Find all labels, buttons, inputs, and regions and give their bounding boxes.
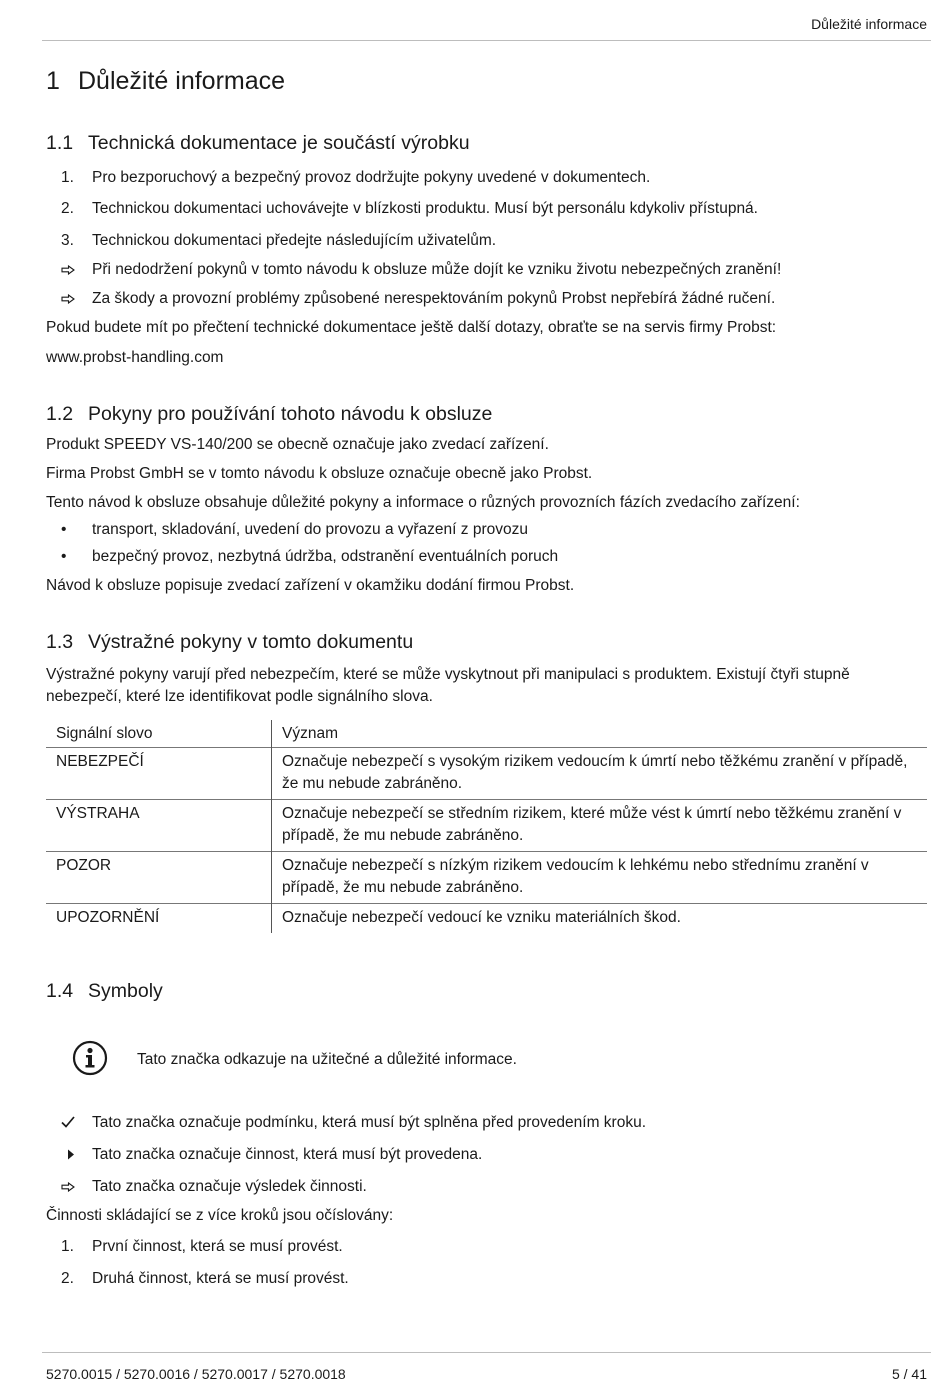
chapter-title <box>46 67 285 96</box>
condition-item <box>46 1114 646 1132</box>
paragraph: Firma Probst GmbH se v tomto návodu k obsluze označuje obecně jako Probst. <box>46 465 593 482</box>
section-number: 1.2 <box>46 403 74 425</box>
footer-doc-numbers: 5270.0015 / 5270.0016 / 5270.0017 / 5270.0018 <box>46 1366 346 1382</box>
condition-text: Tato značka označuje podmínku, která musí být splněna před provedením kroku. <box>92 1114 646 1131</box>
meaning-cell: Označuje nebezpečí vedoucí ke vzniku materiálních škod. <box>272 904 928 934</box>
list-item <box>46 1238 343 1256</box>
meaning-cell: Označuje nebezpečí s nízkým rizikem vedoucím k lehkému nebo střednímu zranění v případě, že mu nebude zabráněno. <box>272 852 928 904</box>
section-title: Výstražné pokyny v tomto dokumentu <box>88 631 414 653</box>
page-number: 5 / 41 <box>891 1366 927 1382</box>
bullet: • <box>61 521 67 538</box>
step-text: První činnost, která se musí provést. <box>92 1238 343 1255</box>
result-item <box>46 1178 367 1196</box>
table-row <box>46 800 927 852</box>
step-text: Technickou dokumentaci uchovávejte v blízkosti produktu. Musí být personálu kdykoliv přístupná. <box>92 200 758 217</box>
table-row <box>46 748 927 800</box>
result-text: Tato značka označuje výsledek činnosti. <box>92 1178 367 1195</box>
section-1-3-heading <box>46 631 413 654</box>
result-arrow-icon <box>46 261 92 279</box>
paragraph: Činnosti skládající se z více kroků jsou očíslovány: <box>46 1207 394 1224</box>
bullet-item <box>46 521 528 539</box>
action-text: Tato značka označuje činnost, která musí být provedena. <box>92 1146 483 1163</box>
checkmark-icon <box>46 1114 92 1132</box>
signal-word-cell: NEBEZPEČÍ <box>46 748 272 800</box>
warning-intro: Výstražné pokyny varují před nebezpečím, které se může vyskytnout při manipulaci s produktem. Existují čtyři stupně nebezpečí, které lze identifikovat podle signálního slova. <box>46 666 850 705</box>
step-text: Pro bezporuchový a bezpečný provoz dodržujte pokyny uvedené v dokumentech. <box>92 169 651 186</box>
bullet-text: bezpečný provoz, nezbytná údržba, odstranění eventuálních poruch <box>92 548 559 565</box>
running-header: Důležité informace <box>811 16 927 32</box>
footer-rule <box>42 1352 931 1353</box>
section-title: Symboly <box>88 980 163 1002</box>
table-header-cell: Signální slovo <box>46 720 272 748</box>
table-row <box>46 852 927 904</box>
action-triangle-icon <box>46 1146 92 1164</box>
list-item <box>46 200 758 218</box>
signal-word-cell: POZOR <box>46 852 272 904</box>
list-item <box>46 290 775 308</box>
step-number: 2. <box>61 200 74 217</box>
paragraph: Produkt SPEEDY VS-140/200 se obecně označuje jako zvedací zařízení. <box>46 436 549 453</box>
result-arrow-icon <box>46 290 92 308</box>
action-item <box>46 1146 482 1164</box>
bullet: • <box>61 548 67 565</box>
meaning-cell: Označuje nebezpečí s vysokým rizikem vedoucím k úmrtí nebo těžkému zranění v případě, že mu nebude zabráněno. <box>272 748 928 800</box>
contact-paragraph: Pokud budete mít po přečtení technické dokumentace ještě další dotazy, obraťte se na servis firmy Probst: <box>46 319 777 336</box>
table-row <box>46 904 927 934</box>
result-text: Za škody a provozní problémy způsobené nerespektováním pokynů Probst nepřebírá žádné ručení. <box>92 290 776 307</box>
list-item <box>46 261 781 279</box>
table-header-row <box>46 720 927 748</box>
result-arrow-icon <box>46 1178 92 1196</box>
section-number: 1.1 <box>46 132 74 154</box>
step-number: 2. <box>61 1270 74 1287</box>
table-header-cell: Význam <box>282 725 338 742</box>
list-item <box>46 232 496 250</box>
section-number: 1.3 <box>46 631 74 653</box>
result-text: Při nedodržení pokynů v tomto návodu k obsluze může dojít ke vzniku životu nebezpečných zranění! <box>92 261 782 278</box>
paragraph: Návod k obsluze popisuje zvedací zařízení v okamžiku dodání firmou Probst. <box>46 577 575 594</box>
bullet-text: transport, skladování, uvedení do provozu a vyřazení z provozu <box>92 521 528 538</box>
paragraph: Tento návod k obsluze obsahuje důležité pokyny a informace o různých provozních fázích zvedacího zařízení: <box>46 494 800 511</box>
list-item <box>46 169 650 187</box>
website-url: www.probst-handling.com <box>46 349 224 366</box>
step-number: 3. <box>61 232 74 249</box>
signal-word-cell: UPOZORNĚNÍ <box>46 904 272 934</box>
info-text: Tato značka odkazuje na užitečné a důležité informace. <box>137 1051 517 1068</box>
section-number: 1.4 <box>46 980 74 1002</box>
list-item <box>46 1270 349 1288</box>
section-title: Pokyny pro používání tohoto návodu k obsluze <box>88 403 493 425</box>
info-icon <box>72 1040 108 1076</box>
step-text: Technickou dokumentaci předejte následujícím uživatelům. <box>92 232 497 249</box>
step-text: Druhá činnost, která se musí provést. <box>92 1270 349 1287</box>
step-number: 1. <box>61 1238 74 1255</box>
step-number: 1. <box>61 169 74 186</box>
bullet-item <box>46 548 558 566</box>
signal-word-table <box>46 720 927 933</box>
section-1-4-heading <box>46 980 163 1003</box>
header-rule <box>42 40 931 41</box>
chapter-title-text: Důležité informace <box>78 67 286 95</box>
section-1-1-heading <box>46 132 470 155</box>
section-1-2-heading <box>46 403 492 426</box>
signal-word-cell: VÝSTRAHA <box>46 800 272 852</box>
chapter-number: 1 <box>46 67 60 95</box>
section-title: Technická dokumentace je součástí výrobku <box>88 132 470 154</box>
meaning-cell: Označuje nebezpečí se středním rizikem, které může vést k úmrtí nebo těžkému zranění v případě, že mu nebude zabráněno. <box>272 800 928 852</box>
